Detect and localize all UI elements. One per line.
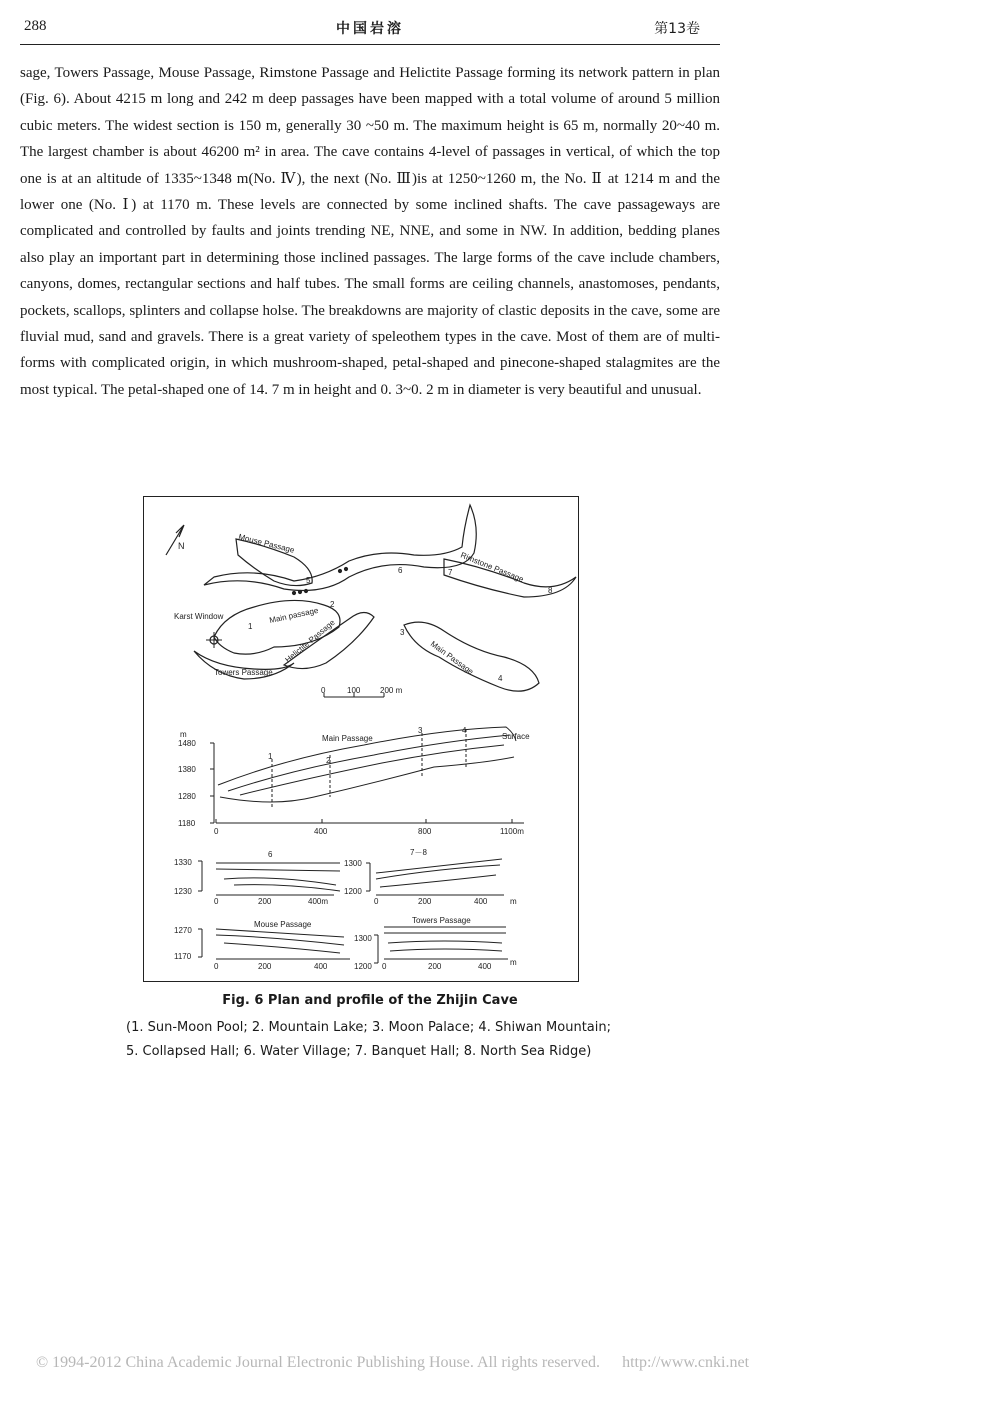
- profile-towers-x-200: 200: [428, 962, 442, 971]
- profile-towers-label: Towers Passage: [412, 916, 471, 925]
- profile-mouse-label: Mouse Passage: [254, 920, 312, 929]
- profile-6-x-200: 200: [258, 897, 272, 906]
- plan-label-mouse: Mouse Passage: [237, 532, 296, 555]
- profile-main-x-400: 400: [314, 827, 328, 836]
- figure-caption: Fig. 6 Plan and profile of the Zhijin Cave: [222, 993, 518, 1008]
- profile-78-x-200: 200: [418, 897, 432, 906]
- paragraph-text: sage, Towers Passage, Mouse Passage, Rimstone Passage and Helictite Passage forming its network pattern in plan (Fig. 6). About 4215 m long and 242 m deep passages have been mapped with a total volume of around 5 million cubic meters. The widest section is 150 m, generally 30 ~50 m. The maximum height is 65 m, normally 20~40 m. The largest chamber is about 46200 m² in area. The cave contains 4-level of passages in vertical, of which the top one is at an altitude of 1335~1348 m(No. Ⅳ), the next (No. Ⅲ)is at 1250~1260 m, the No. Ⅱ at 1214 m and the lower one (No. Ⅰ) at 1170 m. These levels are connected by some inclined shafts. The cave passageways are complicated and controlled by faults and joints trending NE, NNE, and some in NW. In addition, bedding planes also play an important part in determining those inclined passages. The large forms of the cave include chambers, canyons, domes, rectangular sections and half tubes. The small forms are ceiling channels, anastomoses, pendants, pockets, scallops, splinters and collapse holse. The breakdowns are majority of clastic deposits in the cave, some are fluvial mud, sand and gravels. There is a great variety of speleothem types in the cave. Most of them are of multi-forms with complicated origin, in which mushroom-shaped, petal-shaped and pinecone-shaped stalagmites are the most typical. The petal-shaped one of 14. 7 m in height and 0. 3~0. 2 m in diameter is very beautiful and unusual.: [20, 65, 720, 398]
- profile-main-x-1100: 1100m: [500, 827, 524, 836]
- figure-6: [143, 496, 579, 982]
- cave-map-svg: [144, 497, 580, 983]
- plan-label-rimstone: Rimstone Passage: [459, 550, 525, 585]
- main-passage-outline: [204, 505, 476, 591]
- plan-number-5: 5: [306, 576, 311, 585]
- profile-main-title: Main Passage: [322, 734, 373, 743]
- plan-number-7: 7: [448, 568, 453, 577]
- profile-6-y-1330: 1330: [174, 858, 192, 867]
- profile-mouse-x-400: 400: [314, 962, 328, 971]
- copyright-text: © 1994-2012 China Academic Journal Electronic Publishing House. All rights reserved.: [36, 1354, 601, 1371]
- profile-mouse-x-0: 0: [214, 962, 219, 971]
- profile-78-y-1200: 1200: [344, 887, 362, 896]
- page-number: 288: [24, 18, 47, 34]
- plan-scale-0: 0: [321, 686, 326, 695]
- profile-6-y-1230: 1230: [174, 887, 192, 896]
- legend-line-1: (1. Sun-Moon Pool; 2. Mountain Lake; 3. Moon Palace; 4. Shiwan Mountain;: [126, 1020, 611, 1035]
- copyright-footer: [36, 1354, 936, 1372]
- profile-6-label: 6: [268, 850, 273, 859]
- plan-scale-200: 200 m: [380, 686, 403, 695]
- profile-main-x-0: 0: [214, 827, 219, 836]
- journal-name: 中国岩溶: [336, 21, 404, 37]
- profile-main-x-800: 800: [418, 827, 432, 836]
- profile-marker-2: 2: [326, 756, 331, 765]
- profile-marker-1: 1: [268, 752, 273, 761]
- plan-number-4: 4: [498, 674, 503, 683]
- plan-number-3: 3: [400, 628, 405, 637]
- profile-mouse: [198, 929, 350, 959]
- running-header: [20, 18, 720, 45]
- profile-marker-4: 4: [462, 726, 467, 735]
- profile-78-x-400: 400: [474, 897, 488, 906]
- profile-towers-unit: m: [510, 958, 517, 967]
- profile-towers: [374, 927, 508, 963]
- profile-7-8: [366, 859, 504, 895]
- plan-label-main2: Main Passage: [428, 639, 476, 677]
- plan-label-helictite: Helictite Passage: [283, 617, 337, 665]
- plan-number-6: 6: [398, 566, 403, 575]
- plan-view: [166, 505, 576, 691]
- profile-main-surface: Surface: [502, 732, 530, 741]
- figure-legend: [126, 1016, 686, 1064]
- profile-main-unit: m: [180, 730, 187, 739]
- profile-marker-3: 3: [418, 726, 423, 735]
- footer-url[interactable]: http://www.cnki.net: [622, 1354, 750, 1371]
- plan-number-2: 2: [330, 600, 335, 609]
- north-label: N: [178, 541, 185, 551]
- plan-number-1: 1: [248, 622, 253, 631]
- legend-line-2: 5. Collapsed Hall; 6. Water Village; 7. Banquet Hall; 8. North Sea Ridge): [126, 1044, 592, 1059]
- plan-label-main1: Main passage: [268, 605, 320, 625]
- profile-mouse-x-200: 200: [258, 962, 272, 971]
- profile-towers-x-0: 0: [382, 962, 387, 971]
- profile-main-y-1480: 1480: [178, 739, 196, 748]
- plan-number-8: 8: [548, 586, 553, 595]
- profile-78-y-1300: 1300: [344, 859, 362, 868]
- body-paragraph: [20, 60, 720, 403]
- profile-6: [198, 861, 340, 895]
- profile-towers-x-400: 400: [478, 962, 492, 971]
- profile-78-x-0: 0: [374, 897, 379, 906]
- plan-label-karst-window: Karst Window: [174, 612, 224, 621]
- profile-main-y-1380: 1380: [178, 765, 196, 774]
- volume-number: 第13卷: [654, 21, 700, 37]
- plan-scale-100: 100: [347, 686, 361, 695]
- main-passage-2-outline: [404, 622, 539, 691]
- profile-main-y-1180: 1180: [178, 819, 196, 828]
- profile-78-unit: m: [510, 897, 517, 906]
- plan-label-towers: Towers Passage: [214, 668, 273, 677]
- profile-towers-y-1200: 1200: [354, 962, 372, 971]
- profile-78-label: 7－8: [410, 848, 427, 857]
- profile-mouse-y-1270: 1270: [174, 926, 192, 935]
- profile-6-x-0: 0: [214, 897, 219, 906]
- profile-towers-y-1300: 1300: [354, 934, 372, 943]
- profile-main-y-1280: 1280: [178, 792, 196, 801]
- profile-mouse-y-1170: 1170: [174, 952, 192, 961]
- profile-6-x-400: 400m: [308, 897, 329, 906]
